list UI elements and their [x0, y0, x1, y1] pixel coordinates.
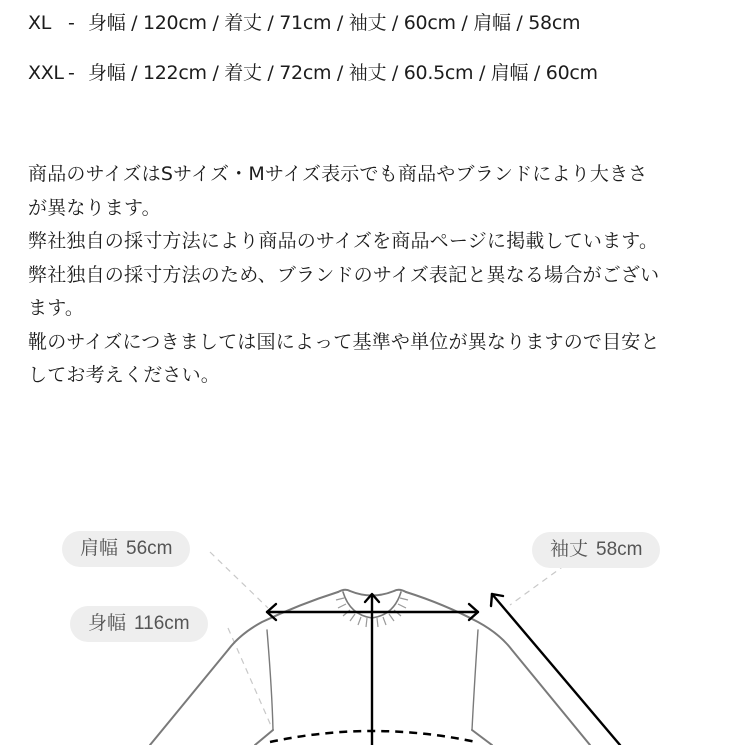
size-measurements: 身幅 / 120cm / 着丈 / 71cm / 袖丈 / 60cm / 肩幅 / 58cm [88, 12, 581, 34]
body-width-label [70, 606, 208, 642]
note-line: 弊社独自の採寸方法のため、ブランドのサイズ表記と異なる場合がござい [28, 263, 660, 286]
shoulder-width-value: 56cm [126, 538, 173, 559]
size-label: XL [28, 12, 52, 34]
sleeve-length-key: 袖丈 [550, 539, 589, 560]
garment-measurement-diagram [0, 500, 745, 745]
sleeve-length-label [532, 532, 660, 568]
size-dash: - [68, 62, 75, 84]
note-line: 靴のサイズにつきましては国によって基準や単位が異なりますので目安と [28, 330, 660, 353]
body-width-key: 身幅 [88, 613, 127, 634]
size-line-xxl [28, 58, 598, 85]
note-line: 弊社独自の採寸方法により商品のサイズを商品ページに掲載しています。 [28, 230, 659, 252]
size-label: XXL [28, 62, 64, 84]
size-notes [28, 158, 728, 393]
shoulder-width-label [62, 531, 190, 567]
note-line: してお考えください。 [28, 364, 221, 386]
note-line: が異なります。 [28, 196, 161, 219]
size-line-xl [28, 8, 580, 35]
sleeve-length-value: 58cm [596, 539, 643, 560]
size-measurements: 身幅 / 122cm / 着丈 / 72cm / 袖丈 / 60.5cm / 肩幅 / 60cm [88, 62, 598, 84]
shoulder-width-key: 肩幅 [80, 538, 119, 559]
body-width-value: 116cm [134, 613, 190, 634]
note-line: ます。 [28, 297, 85, 319]
note-line: 商品のサイズはSサイズ・Mサイズ表示でも商品やブランドにより大きさ [28, 163, 648, 185]
size-dash: - [68, 12, 75, 34]
